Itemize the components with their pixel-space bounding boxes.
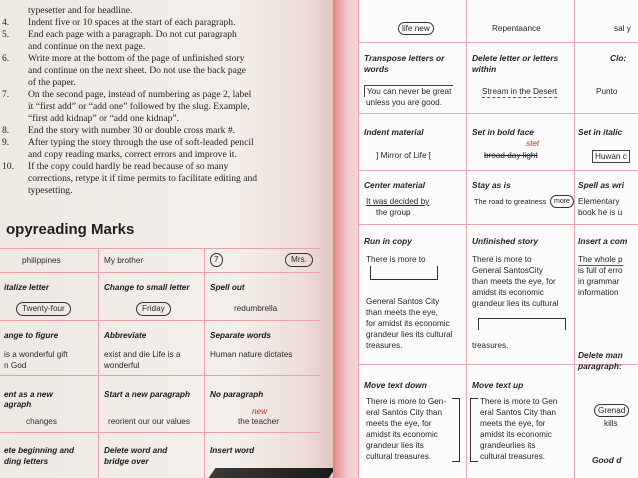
header-move-up: Move text up xyxy=(472,380,524,390)
example-reorient: reorient our our values xyxy=(108,417,190,426)
instruction-line: 6. Write more at the bottom of the page of unfinished story xyxy=(2,53,245,64)
header-delete-word-2: bridge over xyxy=(104,457,149,466)
header-insert-comma: Insert a com xyxy=(578,236,628,246)
instruction-line: corrections, retype it if time permits to facilitate editing and xyxy=(28,173,258,184)
instruction-line: 7. On the second page, instead of numbering as page 2, label xyxy=(2,89,252,100)
example-exist-and-die: exist and die Life is a xyxy=(104,350,181,359)
header-abbreviate: Abbreviate xyxy=(104,331,147,340)
example-friday: Friday xyxy=(136,302,171,316)
move-down-line-1: There is more to Gen- xyxy=(366,397,447,406)
move-up-line-3: meets the eye, for xyxy=(480,419,546,428)
example-human-nature: Human nature dictates xyxy=(210,350,293,359)
example-unless-good: unless you are good. xyxy=(366,98,443,107)
move-down-bracket xyxy=(452,398,460,462)
unfinished-bracket xyxy=(478,318,566,330)
comma-line-2: is full of erro xyxy=(578,266,623,275)
instruction-line: 9. After typing the story through the use of soft-leaded pencil xyxy=(2,137,254,148)
instruction-line: typesetter and for headline. xyxy=(28,5,133,16)
header-change-to-figure: ange to figure xyxy=(4,331,59,340)
run-in-line-4: for amidst its economic xyxy=(366,319,450,328)
header-delete-mark: Delete man xyxy=(578,350,623,360)
example-repentance: Repentaance xyxy=(492,24,541,33)
table-divider xyxy=(574,0,575,478)
instruction-line: 4. Indent five or 10 spaces at the start of each paragraph. xyxy=(2,17,236,28)
move-down-line-2: eral Santos City than xyxy=(366,408,443,417)
example-the-group: the group xyxy=(376,208,411,217)
header-no-paragraph: No paragraph xyxy=(210,390,264,399)
example-mrs-circled: Mrs. xyxy=(285,253,313,267)
instruction-line: typesetting. xyxy=(28,185,73,196)
comma-line-1: The whole p xyxy=(578,255,623,264)
header-separate-words: Separate words xyxy=(210,331,271,340)
move-down-line-4: amidst its economic xyxy=(366,430,438,439)
run-in-line-2: General Santos City xyxy=(366,297,440,306)
instruction-line: 8. End the story with number 30 or double cross mark #. xyxy=(2,125,236,136)
unfinished-line-2: General SantosCity xyxy=(472,266,543,275)
example-philippines: philippines xyxy=(22,256,61,265)
unfinished-line-4: amidst its economic xyxy=(472,288,544,297)
instruction-line: 5. End each page with a paragraph. Do not cut paragraph xyxy=(2,29,237,40)
unfinished-line-1: There is more to xyxy=(472,255,532,264)
stet-mark: stet xyxy=(526,139,540,148)
instruction-line: and copy reading marks, correct errors and improve it. xyxy=(28,149,237,160)
run-in-bracket xyxy=(370,266,438,280)
run-in-line-3: than meets the eye, xyxy=(366,308,438,317)
header-unfinished-story: Unfinished story xyxy=(472,236,539,246)
header-delete-beginning-2: ding letters xyxy=(4,457,49,466)
move-up-line-4: amidst its economic xyxy=(480,430,552,439)
table-divider xyxy=(358,113,638,114)
example-seven-circled: 7 xyxy=(210,253,223,267)
side-grenade: Grenad xyxy=(594,404,629,417)
table-divider xyxy=(466,0,467,478)
example-the-teacher: the teacher xyxy=(238,417,279,426)
table-divider xyxy=(358,0,359,478)
move-up-line-6: cultural treasures. xyxy=(480,452,546,461)
header-delete-letter-2: within xyxy=(472,64,497,74)
example-twenty-four: Twenty-four xyxy=(16,302,71,316)
table-divider xyxy=(358,42,638,43)
run-in-line-6: treasures. xyxy=(366,341,403,350)
example-life-new: life new xyxy=(398,22,434,35)
example-wonderful-gift: is a wonderful gift xyxy=(4,350,68,359)
instruction-line: 10. If the copy could hardly be read because of so many xyxy=(2,161,229,172)
run-in-line-1: There is more to xyxy=(366,255,426,264)
side-good-day: Good d xyxy=(592,455,622,465)
move-down-line-3: meets the eye, for xyxy=(366,419,432,428)
move-up-bracket xyxy=(470,398,478,462)
example-broad-daylight: broad day light xyxy=(484,151,538,160)
table-divider xyxy=(358,170,638,171)
instruction-line: of the paper. xyxy=(28,77,76,88)
move-up-line-1: There is more to Gen xyxy=(480,397,558,406)
move-up-line-2: eral Santos City than xyxy=(480,408,557,417)
example-road-greatness: The road to greatness xyxy=(474,197,547,206)
header-delete-word: Delete word and xyxy=(104,446,168,455)
move-down-line-6: cultural treasures. xyxy=(366,452,432,461)
table-divider xyxy=(0,375,320,376)
table-divider xyxy=(0,248,320,249)
table-divider xyxy=(0,432,320,433)
example-changes: changes xyxy=(26,417,57,426)
header-transpose: Transpose letters or xyxy=(364,53,445,63)
more-circled: more xyxy=(550,195,574,208)
section-title: opyreading Marks xyxy=(6,221,135,238)
header-indent-paragraph: ent as a new xyxy=(4,390,53,399)
table-divider xyxy=(358,224,638,225)
header-bold-face: Set in bold face xyxy=(472,127,534,137)
instruction-line: and continue on the next page. xyxy=(28,41,146,52)
unfinished-line-6: treasures. xyxy=(472,341,509,350)
header-spell-out: Spell out xyxy=(210,283,245,292)
example-my-brother: My brother xyxy=(104,256,144,265)
side-kills: kills xyxy=(604,419,618,428)
instruction-line: and continue on the next sheet. Do not use the back page xyxy=(28,65,246,76)
header-new-paragraph: Start a new paragraph xyxy=(104,390,190,399)
header-center-material: Center material xyxy=(364,180,425,190)
instruction-line: it “first add” or “add one” followed by the slug. Example, xyxy=(28,101,250,112)
table-divider xyxy=(0,272,320,273)
unfinished-line-3: than meets the eye, for xyxy=(472,277,556,286)
example-mirror-of-life: ] Mirror of Life [ xyxy=(376,151,432,160)
unfinished-line-5: grandeur lies its cultural xyxy=(472,299,559,308)
header-stay-as-is: Stay as is xyxy=(472,180,511,190)
header-move-down: Move text down xyxy=(364,380,427,390)
example-stream-desert: Stream in the Desert xyxy=(482,87,558,96)
header-italic: Set in italic xyxy=(578,127,623,137)
table-divider xyxy=(204,248,205,478)
example-sal: sal y xyxy=(614,24,631,33)
comma-line-3: in grammar xyxy=(578,277,620,286)
move-up-line-5: grandeurlies its xyxy=(480,441,536,450)
header-delete-letter: Delete letter or letters xyxy=(472,53,559,63)
inserted-word-new: new xyxy=(252,407,268,416)
table-divider xyxy=(0,320,320,321)
example-punto: Punto xyxy=(596,87,618,96)
example-decided-by: It was decided by xyxy=(366,197,430,206)
header-indent-material: Indent material xyxy=(364,127,424,137)
table-divider xyxy=(98,248,99,478)
example-red-umbrella: redumbrella xyxy=(234,304,278,313)
header-indent-paragraph-2: agraph xyxy=(4,400,32,409)
header-close: Clo: xyxy=(610,53,627,63)
example-huwan: Huwan c xyxy=(592,150,630,163)
header-change-small-letter: Change to small letter xyxy=(104,283,190,292)
instruction-line: “first add kidnap” or “add one kidnap”. xyxy=(28,113,180,124)
comma-line-4: information xyxy=(578,288,619,297)
page-bottom-shadow xyxy=(208,468,333,478)
header-delete-mark-2: paragraph: xyxy=(578,361,622,371)
example-elementary: Elementary xyxy=(578,197,620,206)
run-in-line-5: grandeur lies its cultural xyxy=(366,330,453,339)
move-down-line-5: grandeur lies its xyxy=(366,441,424,450)
example-wonderful: wonderful xyxy=(104,361,140,370)
header-insert-word: Insert word xyxy=(210,446,255,455)
header-capitalize-letter: italize letter xyxy=(4,283,50,292)
header-spell-as-written: Spell as wri xyxy=(578,180,625,190)
example-of-god: n God xyxy=(4,361,27,370)
header-run-in-copy: Run in copy xyxy=(364,236,412,246)
header-transpose-2: words xyxy=(364,64,389,74)
example-book-he-is: book he is u xyxy=(578,208,623,217)
example-you-can-never: You can never be great xyxy=(364,85,453,97)
header-delete-beginning: ete beginning and xyxy=(4,446,75,455)
